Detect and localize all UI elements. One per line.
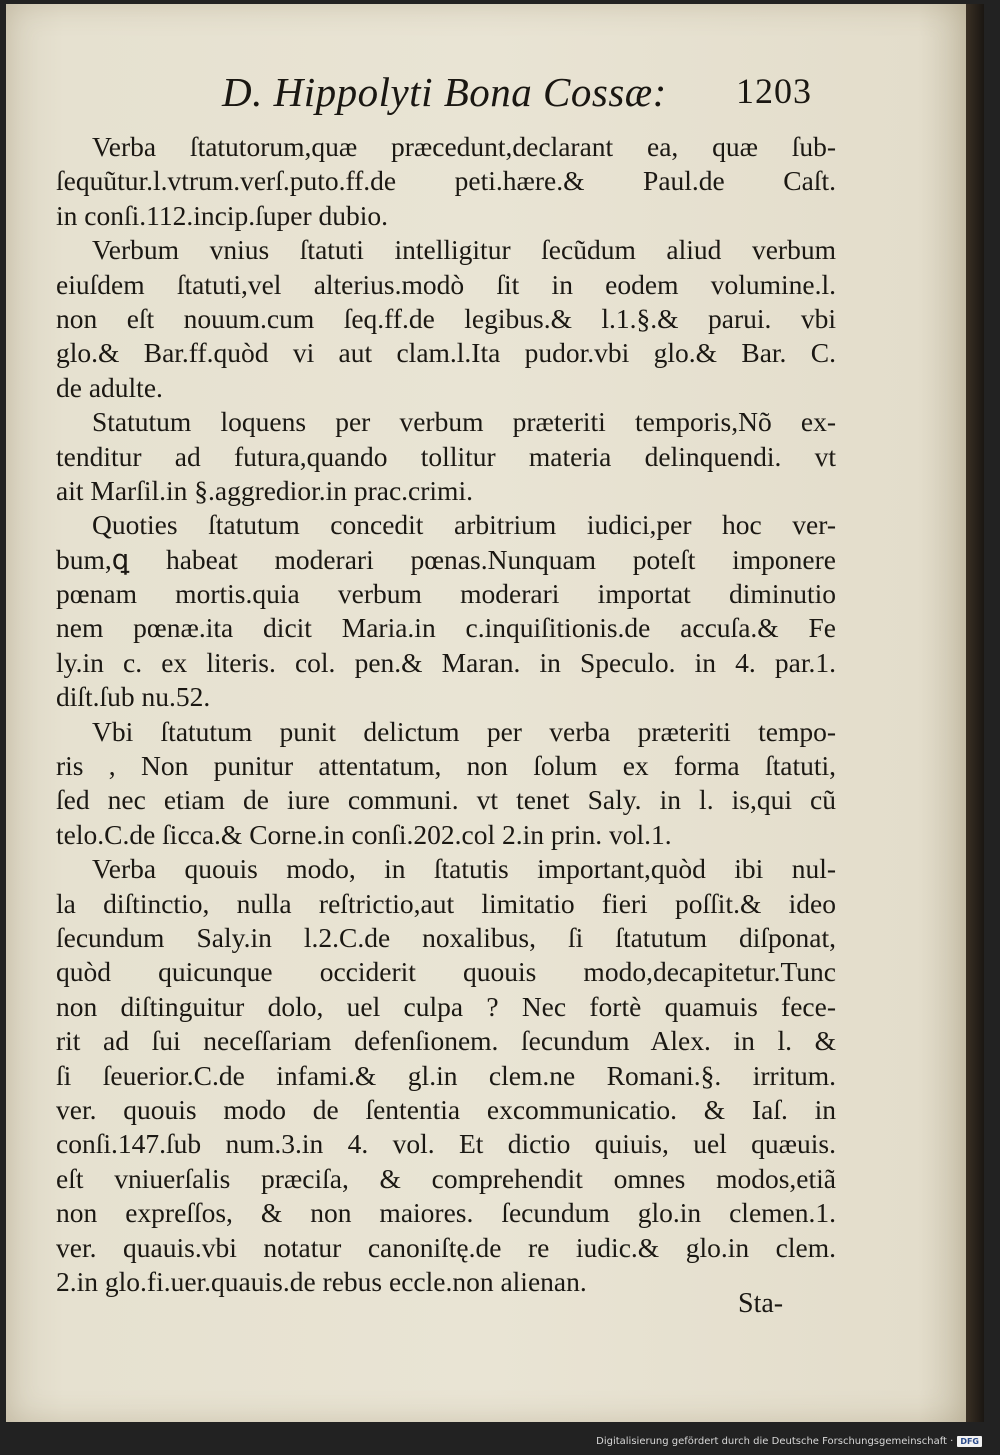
- text-line: eſt vniuerſalis præciſa, & comprehendit omnes modos,etiã: [56, 1162, 836, 1194]
- text-line: eiuſdem ſtatuti,vel alterius.modò ſit in eodem volumine.l.: [56, 268, 836, 300]
- text-line: rit ad ſui neceſſariam defenſionem. ſecundum Alex. in l. &: [56, 1025, 836, 1057]
- text-line: bum,ꝗ habeat moderari pœnas.Nunquam poteſt imponere: [56, 543, 836, 575]
- running-title: D. Hippolyti Bona Cossæ:: [222, 69, 667, 115]
- text-line: Verba ſtatutorum,quæ præcedunt,declarant ea, quæ ſub-: [92, 131, 836, 162]
- text-line: ſequũtur.l.vtrum.verſ.puto.ff.de peti.hære.& Paul.de Caſt.: [56, 165, 836, 197]
- text-line: non expreſſos, & non maiores. ſecundum glo.in clemen.1.: [56, 1197, 836, 1229]
- catchword: Sta-: [738, 1288, 784, 1319]
- text-line: la diſtinctio, nulla reſtrictio,aut limitatio fieri poſſit.& ideo: [56, 887, 836, 919]
- text-line: Verba quouis modo, in ſtatutis important,quòd ibi nul-: [92, 853, 836, 885]
- text-line: Quoties ſtatutum concedit arbitrium iudici,per hoc ver-: [92, 509, 836, 541]
- text-line: ly.in c. ex literis. col. pen.& Maran. in Speculo. in 4. par.1.: [56, 646, 836, 678]
- text-line: 2.in glo.fi.uer.quauis.de rebus eccle.non alienan.: [56, 1265, 587, 1297]
- text-line: Verbum vnius ſtatuti intelligitur ſecũdum aliud verbum: [92, 234, 836, 266]
- text-line: tenditur ad futura,quando tollitur materia delinquendi. vt: [56, 440, 836, 472]
- text-line: pœnam mortis.quia verbum moderari importat diminutio: [56, 578, 836, 610]
- text-line: Vbi ſtatutum punit delictum per verba præteriti tempo-: [92, 715, 836, 747]
- body-text: [56, 130, 836, 1299]
- text-line: conſi.147.ſub num.3.in 4. vol. Et dictio quiuis, uel quæuis.: [56, 1128, 836, 1160]
- text-line: ait Marſil.in §.aggredior.in prac.crimi.: [56, 474, 473, 506]
- text-line: ſecundum Saly.in l.2.C.de noxalibus, ſi ſtatutum diſponat,: [56, 921, 836, 953]
- text-line: non diſtinguitur dolo, uel culpa ? Nec fortè quamuis fece-: [56, 990, 836, 1022]
- text-line: ver. quouis modo de ſententia excommunicatio. & Iaſ. in: [56, 1093, 836, 1125]
- text-line: in conſi.112.incip.ſuper dubio.: [56, 199, 388, 231]
- text-line: ſed nec etiam de iure communi. vt tenet Saly. in l. is,qui cũ: [56, 784, 836, 816]
- running-header: [222, 68, 822, 118]
- text-line: de adulte.: [56, 371, 163, 403]
- text-line: nem pœnæ.ita dicit Maria.in c.inquiſitionis.de accuſa.& Fe: [56, 612, 836, 644]
- text-line: Statutum loquens per verbum præteriti temporis,Nõ ex-: [92, 406, 836, 438]
- credit-text: Digitalisierung gefördert durch die Deutsche Forschungsgemeinschaft ·: [596, 1436, 954, 1447]
- text-line: telo.C.de ſicca.& Corne.in conſi.202.col 2.in prin. vol.1.: [56, 818, 672, 850]
- page-edge-shadow: [966, 4, 984, 1422]
- text-line: diſt.ſub nu.52.: [56, 681, 211, 713]
- text-line: quòd quicunque occiderit quouis modo,decapitetur.Tunc: [56, 956, 836, 988]
- text-line: glo.& Bar.ff.quòd vi aut clam.l.Ita pudor.vbi glo.& Bar. C.: [56, 337, 836, 369]
- text-line: ver. quauis.vbi notatur canoniſtę.de re iudic.& glo.in clem.: [56, 1231, 836, 1263]
- digitization-credit: [596, 1436, 982, 1447]
- text-line: non eſt nouum.cum ſeq.ff.de legibus.& l.1.§.& parui. vbi: [56, 302, 836, 334]
- text-line: ſi ſeuerior.C.de infami.& gl.in clem.ne Romani.§. irritum.: [56, 1059, 836, 1091]
- text-line: ris , Non punitur attentatum, non ſolum ex forma ſtatuti,: [56, 750, 836, 782]
- dfg-logo: DFG: [957, 1436, 982, 1447]
- page-number: 1203: [736, 71, 812, 111]
